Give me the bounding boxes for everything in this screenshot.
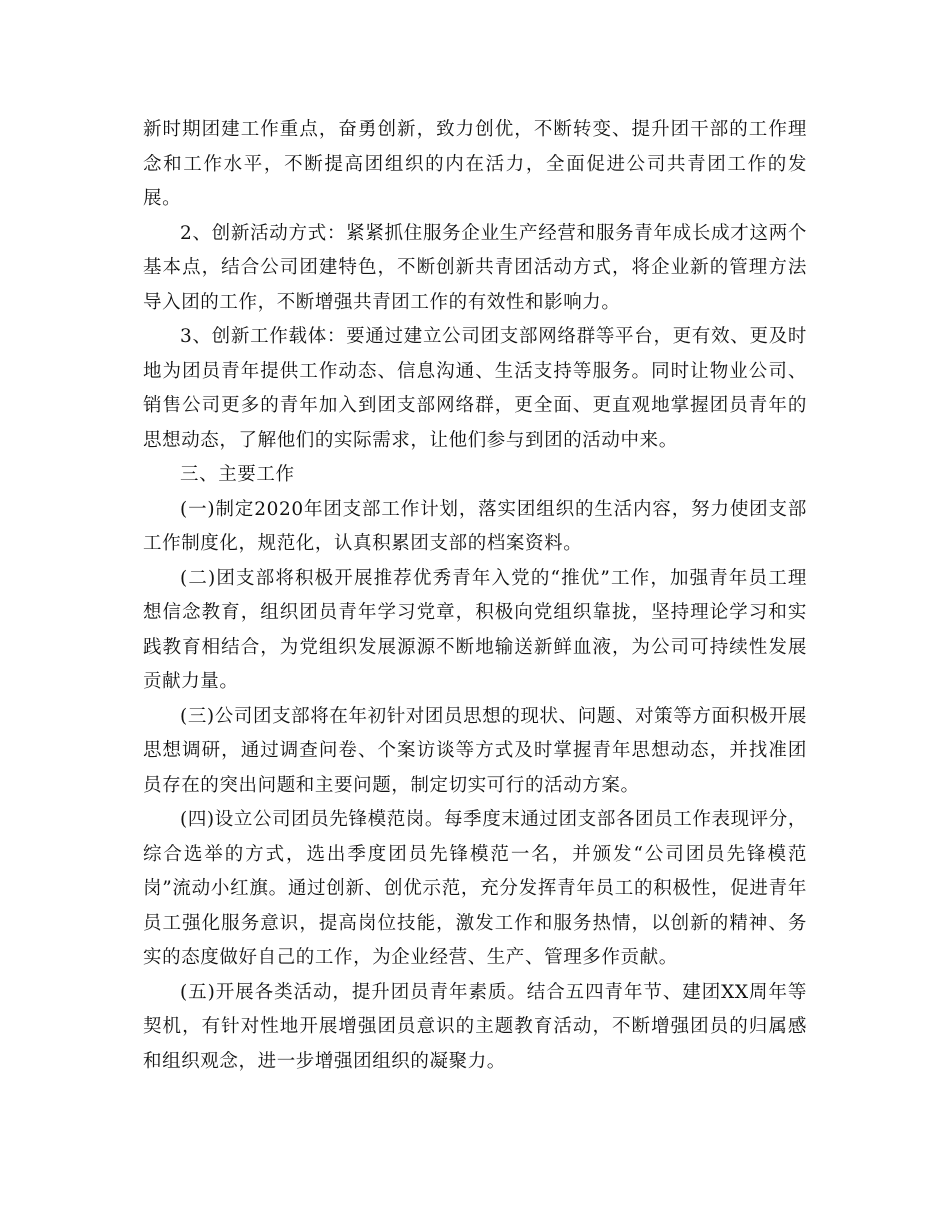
paragraph-item-4: (四)设立公司团员先锋模范岗。每季度末通过团支部各团员工作表现评分，综合选举的方式，选出季度团员先锋模范一名，并颁发“公司团员先锋模范岗”流动小红旗。通过创新、创优示范，充分发挥青年员工的积极性，促进青年员工强化服务意识，提高岗位技能，激发工作和服务热情，以创新的精神、务实的态度做好自己的工作，为企业经营、生产、管理多作贡献。: [143, 809, 807, 968]
paragraph-item-1: (一)制定2020年团支部工作计划，落实团组织的生活内容，努力使团支部工作制度化，规范化，认真积累团支部的档案资料。: [143, 498, 807, 554]
section-heading-main-work: 三、主要工作: [180, 464, 295, 485]
paragraph-innovate-activity-mode: 2、创新活动方式：紧紧抓住服务企业生产经营和服务青年成长成才这两个基本点，结合公司团建特色，不断创新共青团活动方式，将企业新的管理方法导入团的工作，不断增强共青团工作的有效性和影响力。: [143, 222, 807, 313]
paragraph-item-5: (五)开展各类活动，提升团员青年素质。结合五四青年节、建团XX周年等契机，有针对性地开展增强团员意识的主题教育活动，不断增强团员的归属感和组织观念，进一步增强团组织的凝聚力。: [143, 981, 807, 1072]
paragraph-innovate-work-carrier: 3、创新工作载体：要通过建立公司团支部网络群等平台，更有效、更及时地为团员青年提供工作动态、信息沟通、生活支持等服务。同时让物业公司、销售公司更多的青年加入到团支部网络群，更全面、更直观地掌握团员青年的思想动态，了解他们的实际需求，让他们参与到团的活动中来。: [143, 326, 807, 451]
paragraph-item-2: (二)团支部将积极开展推荐优秀青年入党的“推优”工作，加强青年员工理想信念教育，组织团员青年学习党章，积极向党组织靠拢，坚持理论学习和实践教育相结合，为党组织发展源源不断地输送新鲜血液，为公司可持续性发展贡献力量。: [143, 567, 807, 692]
paragraph-item-3: (三)公司团支部将在年初针对团员思想的现状、问题、对策等方面积极开展思想调研，通过调查问卷、个案访谈等方式及时掌握青年思想动态，并找准团员存在的突出问题和主要问题，制定切实可行的活动方案。: [143, 705, 807, 796]
paragraph-intro-continuation: 新时期团建工作重点，奋勇创新，致力创优，不断转变、提升团干部的工作理念和工作水平，不断提高团组织的内在活力，全面促进公司共青团工作的发展。: [143, 119, 807, 209]
document-body: [143, 113, 807, 1079]
